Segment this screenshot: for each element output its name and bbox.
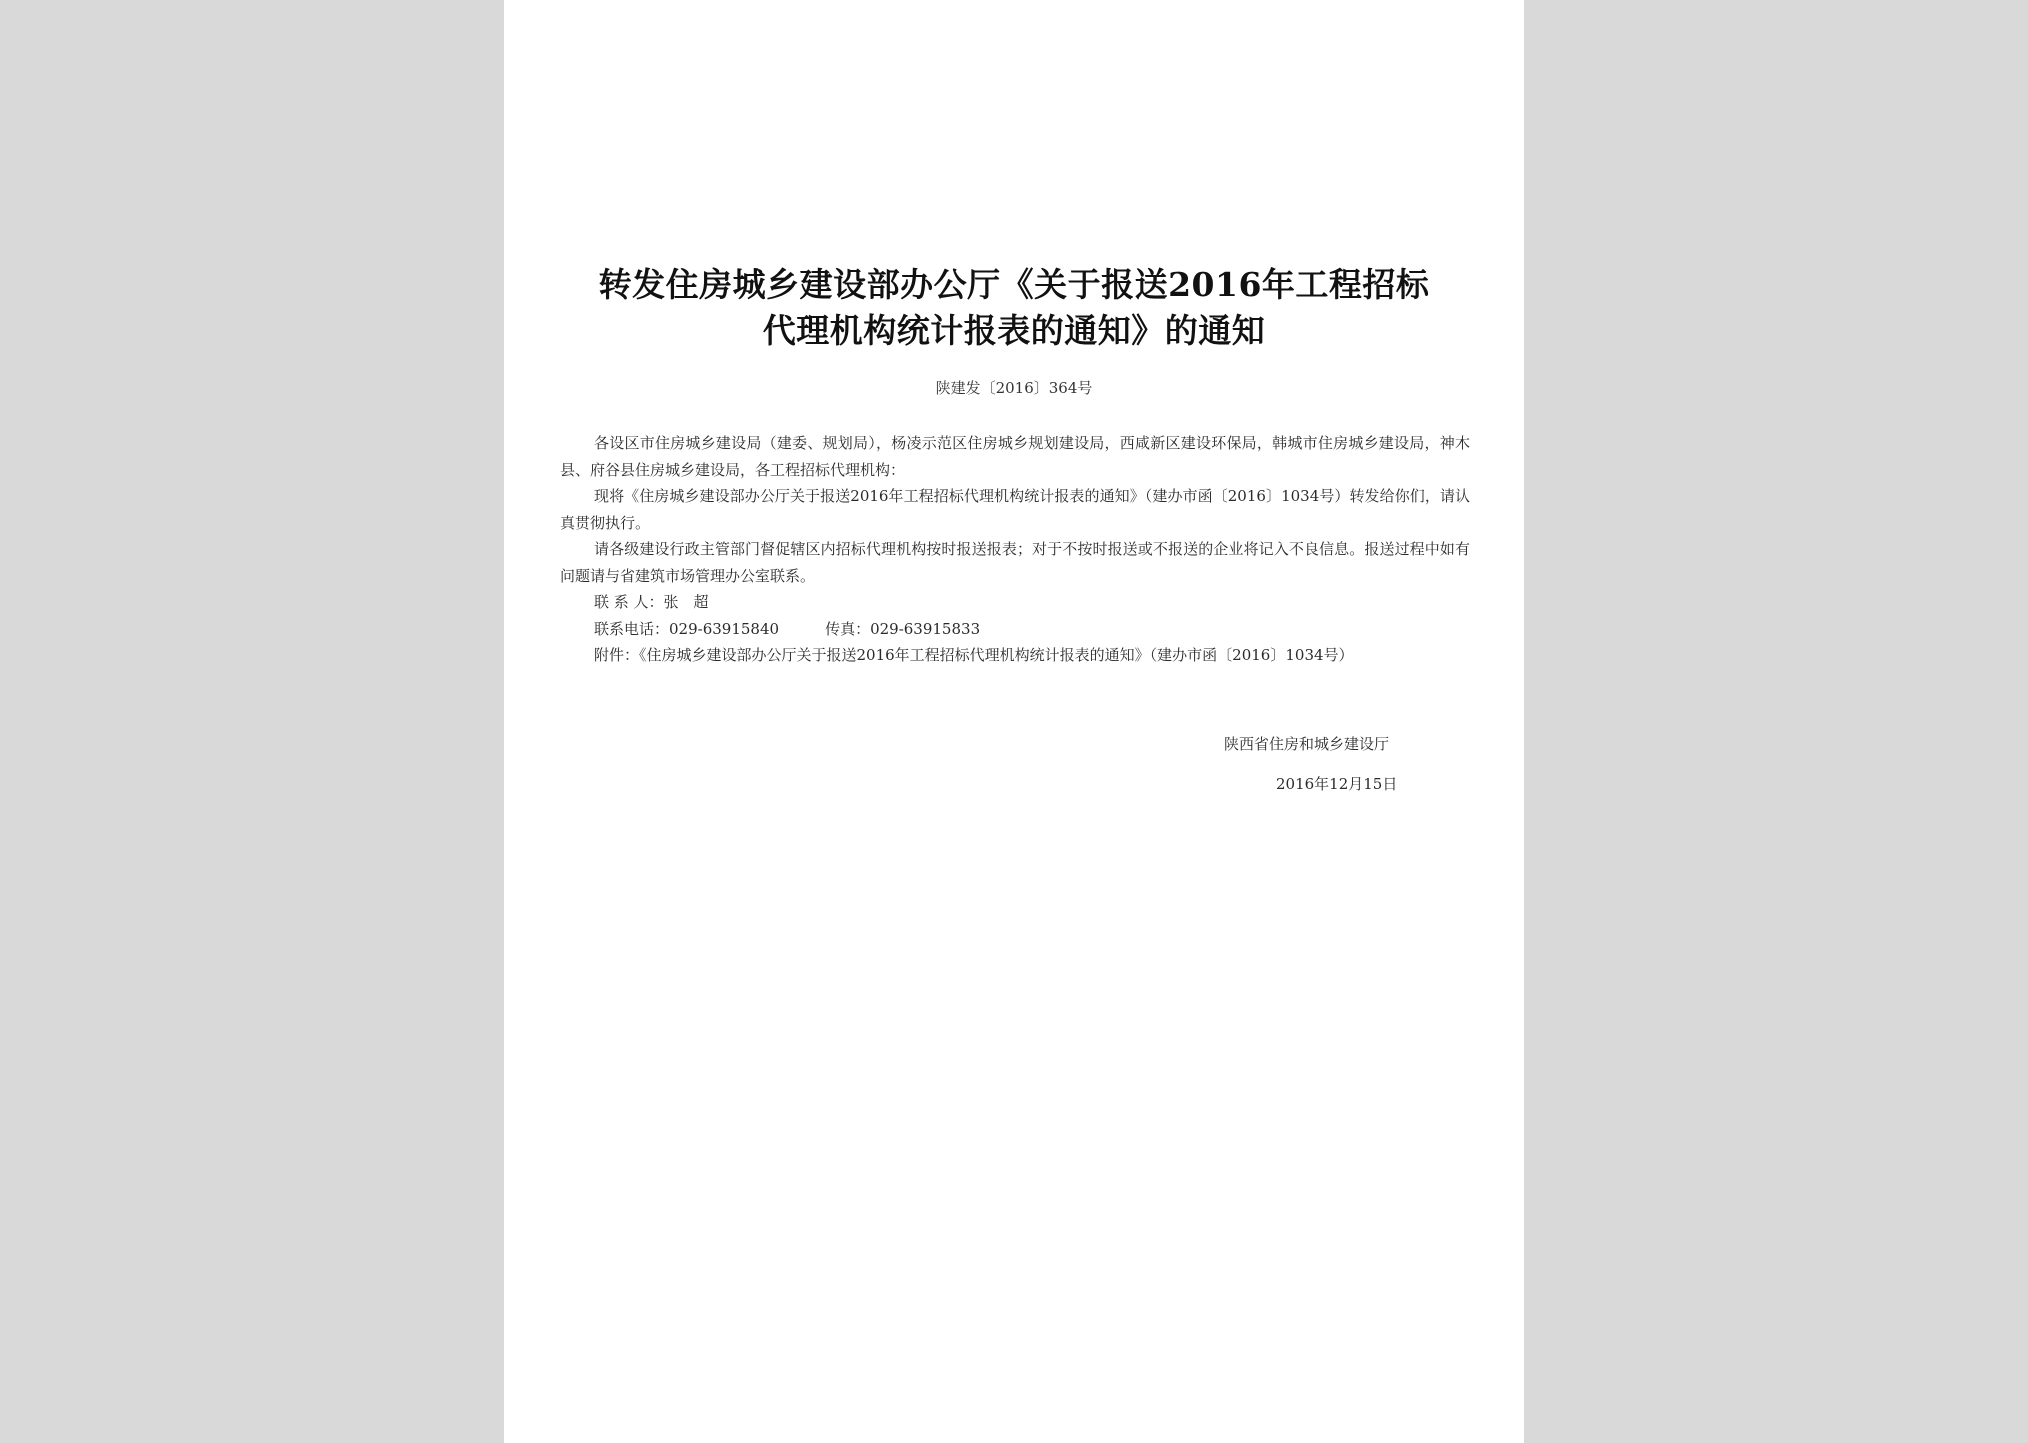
- title-line-2: 代理机构统计报表的通知》的通知: [762, 311, 1266, 350]
- document-title: [544, 262, 1484, 354]
- contact-numbers: [560, 616, 1470, 643]
- paragraph-recipients: 各设区市住房城乡建设局（建委、规划局），杨凌示范区住房城乡规划建设局，西咸新区建设环保局，韩城市住房城乡建设局，神木县、府谷县住房城乡建设局，各工程招标代理机构：: [560, 434, 1470, 479]
- signature-block: [1224, 734, 1444, 794]
- paragraph-forward: 现将《住房城乡建设部办公厅关于报送2016年工程招标代理机构统计报表的通知》（建办市函〔2016〕1034号）转发给你们，请认真贯彻执行。: [560, 487, 1470, 532]
- title-line-1: 转发住房城乡建设部办公厅《关于报送2016年工程招标: [598, 265, 1430, 304]
- issue-date: 2016年12月15日: [1276, 775, 1398, 793]
- contact-person: 联 系 人：张 超: [594, 593, 709, 611]
- attachment-line: 附件：《住房城乡建设部办公厅关于报送2016年工程招标代理机构统计报表的通知》（建办市函〔2016〕1034号）: [594, 646, 1354, 664]
- contact-fax: 传真：029-63915833: [825, 619, 981, 638]
- paragraph-instructions: 请各级建设行政主管部门督促辖区内招标代理机构按时报送报表；对于不按时报送或不报送的企业将记入不良信息。报送过程中如有问题请与省建筑市场管理办公室联系。: [560, 540, 1470, 585]
- document-page: [504, 0, 1524, 1443]
- document-body: [560, 430, 1470, 669]
- document-number: 陕建发〔2016〕364号: [935, 379, 1093, 397]
- contact-phone: 联系电话：029-63915840: [594, 619, 780, 638]
- issuer-name: 陕西省住房和城乡建设厅: [1224, 735, 1390, 753]
